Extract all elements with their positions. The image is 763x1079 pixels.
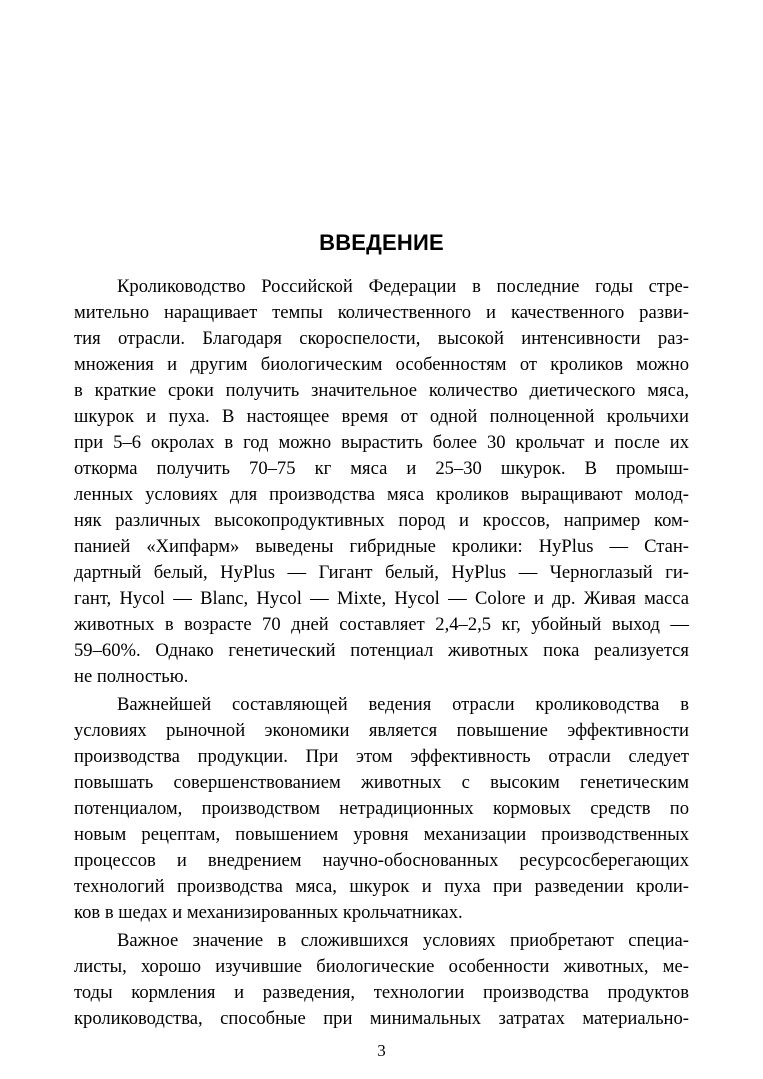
paragraph-1-line: ленных условиях для производства мяса кроликов выращивают молод- [74, 484, 689, 505]
paragraph-2-line: повышать совершенствованием животных с высоким генетическим [74, 772, 689, 793]
paragraph-3-line: листы, хорошо изучившие биологические особенности животных, ме- [74, 956, 689, 977]
paragraph-1-line: гант, Hycol — Blanc, Hycol — Mixte, Hycol — Colore и др. Живая масса [74, 588, 689, 609]
paragraph-3-line: Важное значение в сложившихся условиях приобретают специа- [117, 930, 689, 951]
page-number: 3 [377, 1041, 386, 1060]
paragraph-3-line: кролиководства, способные при минимальных затратах материально- [74, 1008, 689, 1029]
paragraph-1-line: Кролиководство Российской Федерации в последние годы стре- [117, 276, 689, 297]
paragraph-2-line: процессов и внедрением научно-обоснованных ресурсосберегающих [74, 850, 689, 871]
paragraph-1-line: панией «Хипфарм» выведены гибридные кролики: HyPlus — Стан- [74, 536, 689, 557]
paragraph-1-line: животных в возрасте 70 дней составляет 2,4–2,5 кг, убойный выход — [74, 614, 689, 635]
paragraph-3-line: тоды кормления и разведения, технологии производства продуктов [74, 982, 689, 1003]
paragraph-2-line: технологий производства мяса, шкурок и пуха при разведении кроли- [74, 876, 689, 897]
paragraph-2-line: Важнейшей составляющей ведения отрасли кролиководства в [117, 694, 689, 715]
paragraph-1-line: не полностью. [74, 666, 189, 687]
paragraph-1-line: шкурок и пуха. В настоящее время от одной полноценной крольчихи [74, 406, 689, 427]
paragraph-2-line: производства продукции. При этом эффективность отрасли следует [74, 746, 689, 767]
paragraph-1-line: 59–60%. Однако генетический потенциал животных пока реализуется [74, 640, 689, 661]
paragraph-1-line: множения и другим биологическим особенностям от кроликов можно [74, 354, 689, 375]
paragraph-1-line: дартный белый, HyPlus — Гигант белый, HyPlus — Черноглазый ги- [74, 562, 689, 583]
paragraph-1-line: няк различных высокопродуктивных пород и кроссов, например ком- [74, 510, 689, 531]
paragraph-1-line: откорма получить 70–75 кг мяса и 25–30 шкурок. В промыш- [74, 458, 689, 479]
paragraph-2-line: новым рецептам, повышением уровня механизации производственных [74, 824, 689, 845]
paragraph-1-line: мительно наращивает темпы количественного и качественного разви- [74, 302, 689, 323]
paragraph-1-line: при 5–6 окролах в год можно вырастить более 30 крольчат и после их [74, 432, 689, 453]
chapter-heading: ВВЕДЕНИЕ [319, 230, 444, 255]
paragraph-2-line: условиях рыночной экономики является повышение эффективности [74, 720, 689, 741]
paragraph-1-line: в краткие сроки получить значительное количество диетического мяса, [74, 380, 689, 401]
paragraph-2-line: потенциалом, производством нетрадиционных кормовых средств по [74, 798, 689, 819]
paragraph-1-line: тия отрасли. Благодаря скороспелости, высокой интенсивности раз- [74, 328, 689, 349]
paragraph-2-line: ков в шедах и механизированных крольчатниках. [74, 902, 463, 923]
